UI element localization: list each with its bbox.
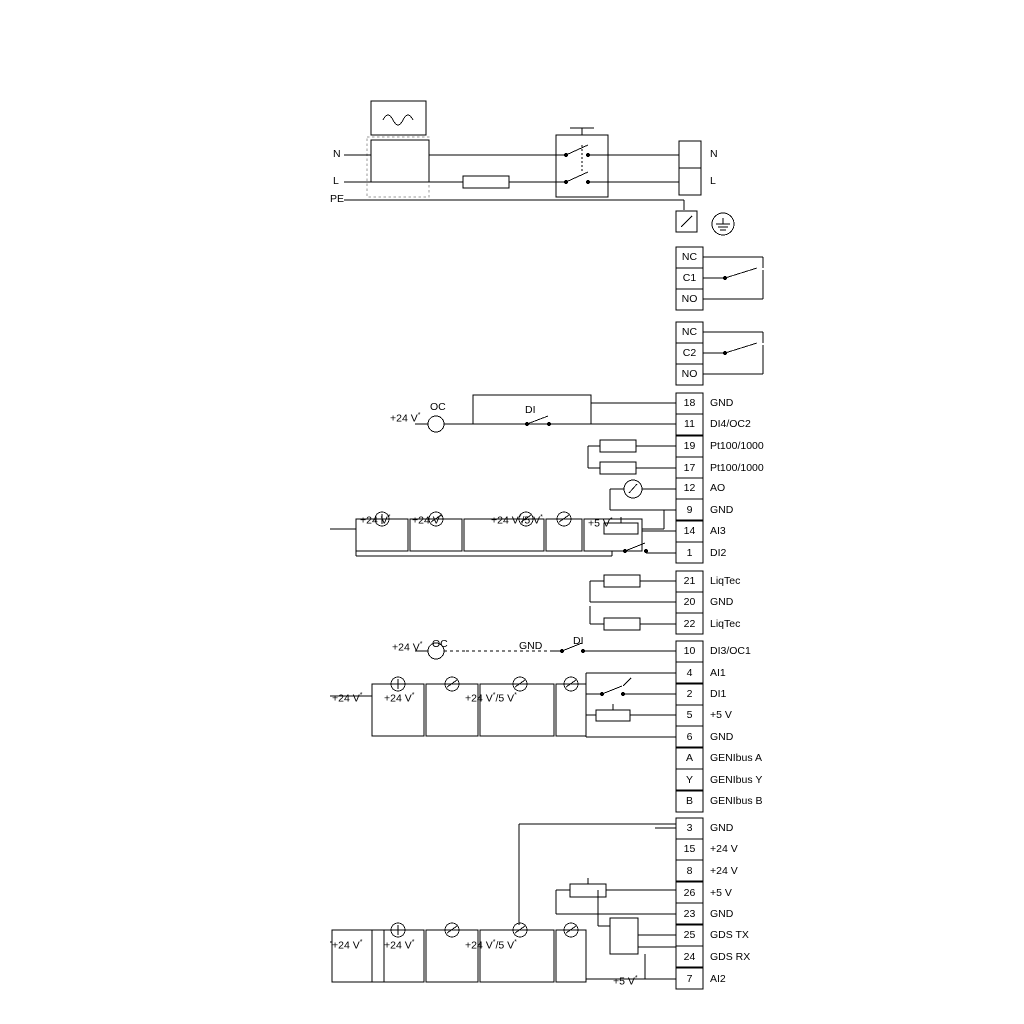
terminal-name-21: LiqTec	[710, 575, 741, 587]
terminal-number-26: 26	[683, 887, 696, 899]
annotation-8: OC	[432, 638, 448, 650]
terminal-name-15: +24 V	[710, 843, 738, 855]
terminal-number-2: 2	[686, 688, 693, 700]
terminal-name-14: AI3	[710, 525, 726, 537]
annotation-14: +24 V*	[332, 939, 363, 952]
annotation-11: +24 V*	[332, 692, 363, 705]
terminal-name-8: +24 V	[710, 865, 738, 877]
terminal-number-12: 12	[683, 482, 696, 494]
annotation-1: OC	[430, 401, 446, 413]
terminal-number-4: 4	[686, 667, 693, 679]
annotation-16: +24 V*/5 V*	[465, 939, 517, 952]
terminal-name-23: GND	[710, 908, 734, 920]
annotation-6: +5 V*	[588, 517, 613, 530]
output-l-label: L	[710, 175, 716, 187]
terminal-name-6: GND	[710, 731, 734, 743]
terminal-number-20: 20	[683, 596, 696, 608]
annotation-7: +24 V*	[392, 641, 423, 654]
terminal-name-24: GDS RX	[710, 951, 751, 963]
terminal-name-17: Pt100/1000	[710, 462, 764, 474]
terminal-number-14: 14	[683, 525, 696, 537]
annotation-17: +5 V*	[613, 975, 638, 988]
terminal-number-15: 15	[683, 843, 696, 855]
terminal-name-12: AO	[710, 482, 726, 494]
terminal-number-8: 8	[686, 865, 693, 877]
terminal-name-7: AI2	[710, 973, 726, 985]
terminal-name-4: AI1	[710, 667, 726, 679]
terminal-name-3: GND	[710, 822, 734, 834]
terminal-number-3: 3	[686, 822, 693, 834]
output-n-label: N	[710, 148, 718, 160]
annotation-13: +24 V*/5 V*	[465, 692, 517, 705]
terminal-name-18: GND	[710, 397, 734, 409]
relay-terminal-nc-1: NC	[681, 251, 698, 263]
annotation-3: +24 V*	[360, 514, 391, 527]
terminal-number-Y: Y	[685, 774, 693, 786]
terminal-number-6: 6	[686, 731, 693, 743]
terminal-number-25: 25	[683, 929, 696, 941]
terminal-number-19: 19	[683, 440, 696, 452]
relay-terminal-c1: C1	[682, 272, 697, 284]
annotation-9: GND	[519, 640, 543, 652]
terminal-number-17: 17	[683, 462, 696, 474]
mains-n-label: N	[333, 148, 341, 160]
terminal-name-11: DI4/OC2	[710, 418, 751, 430]
mains-pe-label: PE	[330, 193, 345, 205]
terminal-number-23: 23	[683, 908, 696, 920]
terminal-number-10: 10	[683, 645, 696, 657]
annotation-4: +24 V*	[412, 514, 443, 527]
terminal-name-B: GENIbus B	[710, 795, 763, 807]
terminal-number-24: 24	[683, 951, 696, 963]
terminal-number-21: 21	[683, 575, 696, 587]
terminal-number-9: 9	[686, 504, 693, 516]
terminal-name-A: GENIbus A	[710, 752, 762, 764]
relay-terminal-no-1: NO	[681, 293, 698, 305]
terminal-name-25: GDS TX	[710, 929, 749, 941]
annotation-2: DI	[525, 404, 536, 416]
annotation-0: +24 V*	[390, 412, 421, 425]
terminal-number-A: A	[685, 752, 693, 764]
terminal-name-20: GND	[710, 596, 734, 608]
annotation-10: DI	[573, 635, 584, 647]
terminal-number-1: 1	[686, 547, 693, 559]
terminal-number-5: 5	[686, 709, 693, 721]
terminal-name-Y: GENIbus Y	[710, 774, 763, 786]
annotation-15: +24 V*	[384, 939, 415, 952]
terminal-number-11: 11	[684, 418, 695, 430]
terminal-name-2: DI1	[710, 688, 727, 700]
relay-terminal-c2: C2	[682, 347, 697, 359]
mains-l-label: L	[333, 175, 339, 187]
terminal-number-7: 7	[686, 973, 693, 985]
terminal-number-22: 22	[683, 618, 696, 630]
terminal-name-19: Pt100/1000	[710, 440, 764, 452]
terminal-name-5: +5 V	[710, 709, 732, 721]
terminal-name-22: LiqTec	[710, 618, 741, 630]
relay-terminal-nc-2: NC	[681, 326, 698, 338]
terminal-name-10: DI3/OC1	[710, 645, 751, 657]
terminal-number-18: 18	[683, 397, 696, 409]
terminal-name-26: +5 V	[710, 887, 732, 899]
emc-filter-symbol	[371, 101, 426, 135]
terminal-number-B: B	[685, 795, 693, 807]
annotation-5: +24 V*/5 V*	[491, 514, 543, 527]
terminal-name-9: GND	[710, 504, 734, 516]
terminal-name-1: DI2	[710, 547, 727, 559]
relay-terminal-no-2: NO	[681, 368, 698, 380]
annotation-12: +24 V*	[384, 692, 415, 705]
